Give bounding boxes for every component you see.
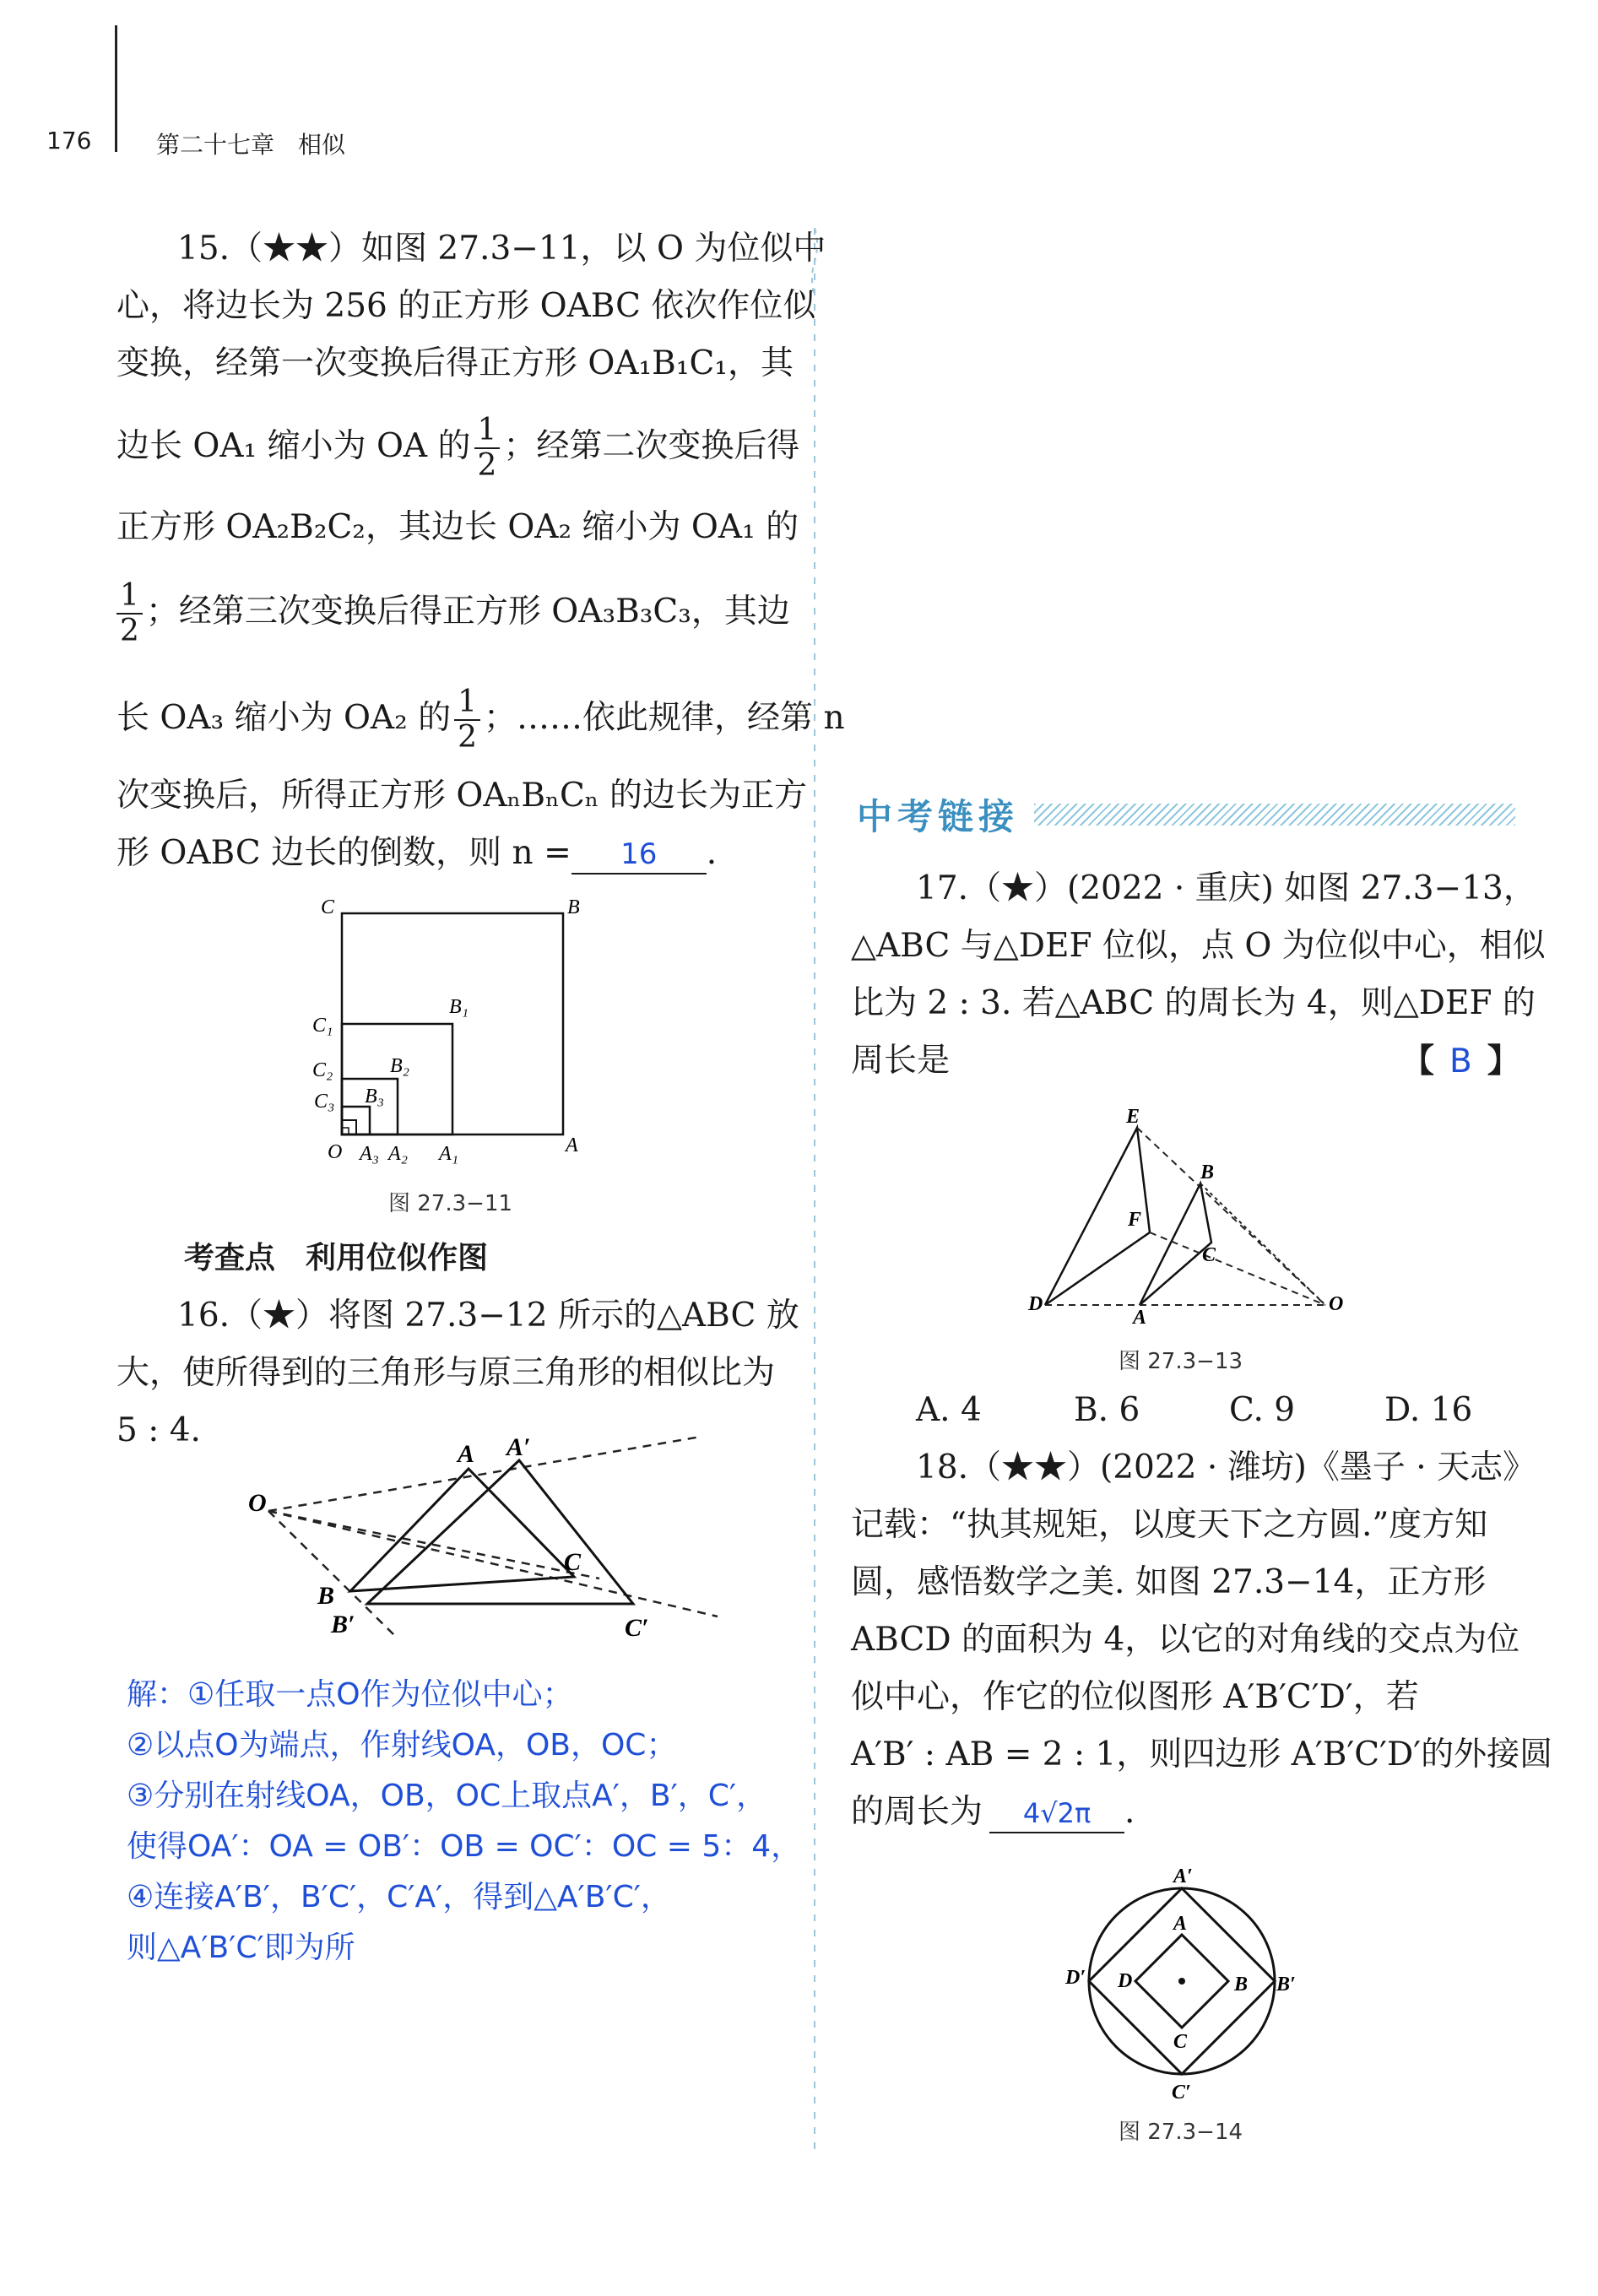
label-B1: B₁ xyxy=(449,996,469,1018)
q18-line1: 18.（★★）(2022 · 潍坊)《墨子 · 天志》 xyxy=(916,1449,1536,1486)
fig13-label-C: C xyxy=(1202,1244,1216,1266)
fig14-label-C1: C′ xyxy=(1172,2082,1191,2104)
q15-line2: 心，将边长为 256 的正方形 OABC 依次作位似 xyxy=(116,287,816,325)
q15-line8: 次变换后，所得正方形 OAₙBₙCₙ 的边长为正方 xyxy=(116,777,808,815)
fraction-half: $\frac{1}{2}$ xyxy=(474,414,501,483)
label-C3: C₃ xyxy=(314,1091,335,1113)
q17-option-c: C. 9 xyxy=(1229,1391,1296,1429)
q17-option-a: A. 4 xyxy=(916,1391,982,1429)
fig12-label-O: O xyxy=(248,1489,267,1517)
label-A1: A₁ xyxy=(439,1143,459,1165)
q18-line7: 的周长为 4√2π . xyxy=(851,1793,1135,1833)
q15-line1: 15.（★★）如图 27.3−11，以 O 为位似中 xyxy=(177,230,826,268)
fig14-label-C: C xyxy=(1173,2031,1188,2053)
label-B: B xyxy=(567,896,580,918)
fig14-label-A1: A′ xyxy=(1173,1866,1193,1887)
q16-solution-line5: ④连接A′B′，B′C′，C′A′，得到△A′B′C′， xyxy=(127,1880,671,1914)
q18-line2: 记载：“执其规矩，以度天下之方圆.”度方知 xyxy=(851,1506,1488,1544)
label-A2: A₂ xyxy=(388,1143,409,1165)
fig13-label-O: O xyxy=(1329,1293,1344,1315)
label-C: C xyxy=(321,896,335,918)
q18-line5: 似中心，作它的位似图形 A′B′C′D′，若 xyxy=(851,1678,1419,1716)
q17-line4: 周长是 xyxy=(851,1042,951,1080)
q15-line6 xyxy=(116,579,790,648)
figure-27-3-12 xyxy=(245,1427,734,1646)
fig12-label-C: C xyxy=(564,1548,582,1576)
q17-line2: △ABC 与△DEF 位似，点 O 为位似中心，相似 xyxy=(851,927,1546,965)
q15-answer: 16 xyxy=(620,837,658,871)
label-A: A xyxy=(566,1134,578,1156)
q16-solution-line2: ②以点O为端点，作射线OA，OB，OC； xyxy=(127,1728,677,1763)
label-B2: B₂ xyxy=(390,1055,410,1077)
fig13-label-D: D xyxy=(1028,1293,1043,1315)
fraction-half: $\frac{1}{2}$ xyxy=(116,579,143,648)
chapter-title: 第二十七章 相似 xyxy=(156,131,346,159)
fig12-label-A1: A′ xyxy=(506,1433,531,1461)
fig12-label-C1: C′ xyxy=(625,1614,649,1642)
q18-line4: ABCD 的面积为 4，以它的对角线的交点为位 xyxy=(851,1621,1520,1659)
label-C2: C₂ xyxy=(312,1059,333,1081)
fig12-label-B1: B′ xyxy=(331,1611,355,1638)
figure-27-3-11 xyxy=(304,895,608,1165)
label-O: O xyxy=(328,1141,343,1163)
caption-27-3-13: 图 27.3−13 xyxy=(1119,1349,1243,1374)
fig14-label-A: A xyxy=(1173,1913,1188,1935)
caption-27-3-14: 图 27.3−14 xyxy=(1119,2120,1243,2145)
q15-answer-blank xyxy=(571,834,707,875)
q18-line3: 圆，感悟数学之美. 如图 27.3−14，正方形 xyxy=(851,1563,1487,1601)
q15-line5: 正方形 OA₂B₂C₂，其边长 OA₂ 缩小为 OA₁ 的 xyxy=(116,508,799,546)
q15-line3: 变换，经第一次变换后得正方形 OA₁B₁C₁，其 xyxy=(116,344,794,382)
fig13-label-A: A xyxy=(1133,1307,1147,1325)
q16-solution-line3: ③分别在射线OA，OB，OC上取点A′，B′，C′， xyxy=(127,1779,767,1813)
fraction-half: $\frac{1}{2}$ xyxy=(454,685,480,755)
q17-option-b: B. 6 xyxy=(1074,1391,1140,1429)
fig14-label-B1: B′ xyxy=(1276,1974,1296,1995)
q15-line4-b: ；经第二次变换后得 xyxy=(503,427,800,465)
q15-line9: 形 OABC 边长的倒数，则 n = 16 . xyxy=(116,834,717,875)
q17-line1: 17.（★）(2022 · 重庆) 如图 27.3−13， xyxy=(916,869,1536,907)
q17-line3: 比为 2 : 3. 若△ABC 的周长为 4，则△DEF 的 xyxy=(851,984,1536,1022)
q17-answer: B xyxy=(1449,1042,1472,1080)
figure-27-3-14 xyxy=(1055,1857,1308,2110)
label-C1: C₁ xyxy=(312,1015,333,1037)
fig13-label-B: B xyxy=(1200,1162,1215,1183)
q16-line2: 大，使所得到的三角形与原三角形的相似比为 xyxy=(116,1354,776,1392)
fig13-label-E: E xyxy=(1126,1106,1140,1128)
q15-line4 xyxy=(116,414,799,483)
fig14-label-D: D xyxy=(1118,1970,1133,1992)
section-title: 考查点 利用位似作图 xyxy=(184,1241,489,1275)
q15-line7: 长 OA₃ 缩小为 OA₂ 的 $\frac{1}{2}$ ；……依此规律，经第 n xyxy=(116,685,845,755)
header-rule xyxy=(115,25,117,152)
page-number: 176 xyxy=(46,127,92,154)
q17-option-d: D. 16 xyxy=(1384,1391,1473,1429)
fig14-label-B: B xyxy=(1234,1974,1249,1995)
label-B3: B₃ xyxy=(365,1086,385,1107)
q16-line1: 16.（★）将图 27.3−12 所示的△ABC 放 xyxy=(177,1297,799,1335)
q15-line6-b: ；经第三次变换后得正方形 OA₃B₃C₃，其边 xyxy=(145,593,790,631)
q16-solution-line6: 则△A′B′C′即为所 xyxy=(127,1930,355,1965)
q16-line3: 5 : 4. xyxy=(116,1411,201,1449)
q16-solution-line1: 解：①任取一点O作为位似中心； xyxy=(127,1677,573,1712)
fig13-label-F: F xyxy=(1128,1209,1142,1231)
zhongkao-hatch xyxy=(1034,804,1515,826)
q17-bracket: 【 B 】 xyxy=(1401,1042,1520,1080)
caption-27-3-11: 图 27.3−11 xyxy=(388,1191,513,1216)
figure-27-3-13 xyxy=(1021,1097,1359,1325)
q18-answer: 4√2π xyxy=(1022,1797,1092,1829)
column-divider xyxy=(806,228,823,2152)
q18-answer-blank xyxy=(989,1793,1124,1833)
q16-solution-line4: 使得OA′：OA = OB′：OB = OC′：OC = 5：4， xyxy=(127,1829,802,1864)
zhongkao-title: 中考链接 xyxy=(857,796,1020,837)
fig12-label-B: B xyxy=(317,1582,335,1610)
q18-line6: A′B′ : AB = 2 : 1，则四边形 A′B′C′D′的外接圆 xyxy=(851,1736,1553,1773)
fig14-label-D1: D′ xyxy=(1065,1967,1086,1989)
q15-line4-a: 边长 OA₁ 缩小为 OA 的 xyxy=(116,427,471,465)
label-A3: A₃ xyxy=(360,1143,380,1165)
fig12-label-A: A xyxy=(458,1440,475,1468)
